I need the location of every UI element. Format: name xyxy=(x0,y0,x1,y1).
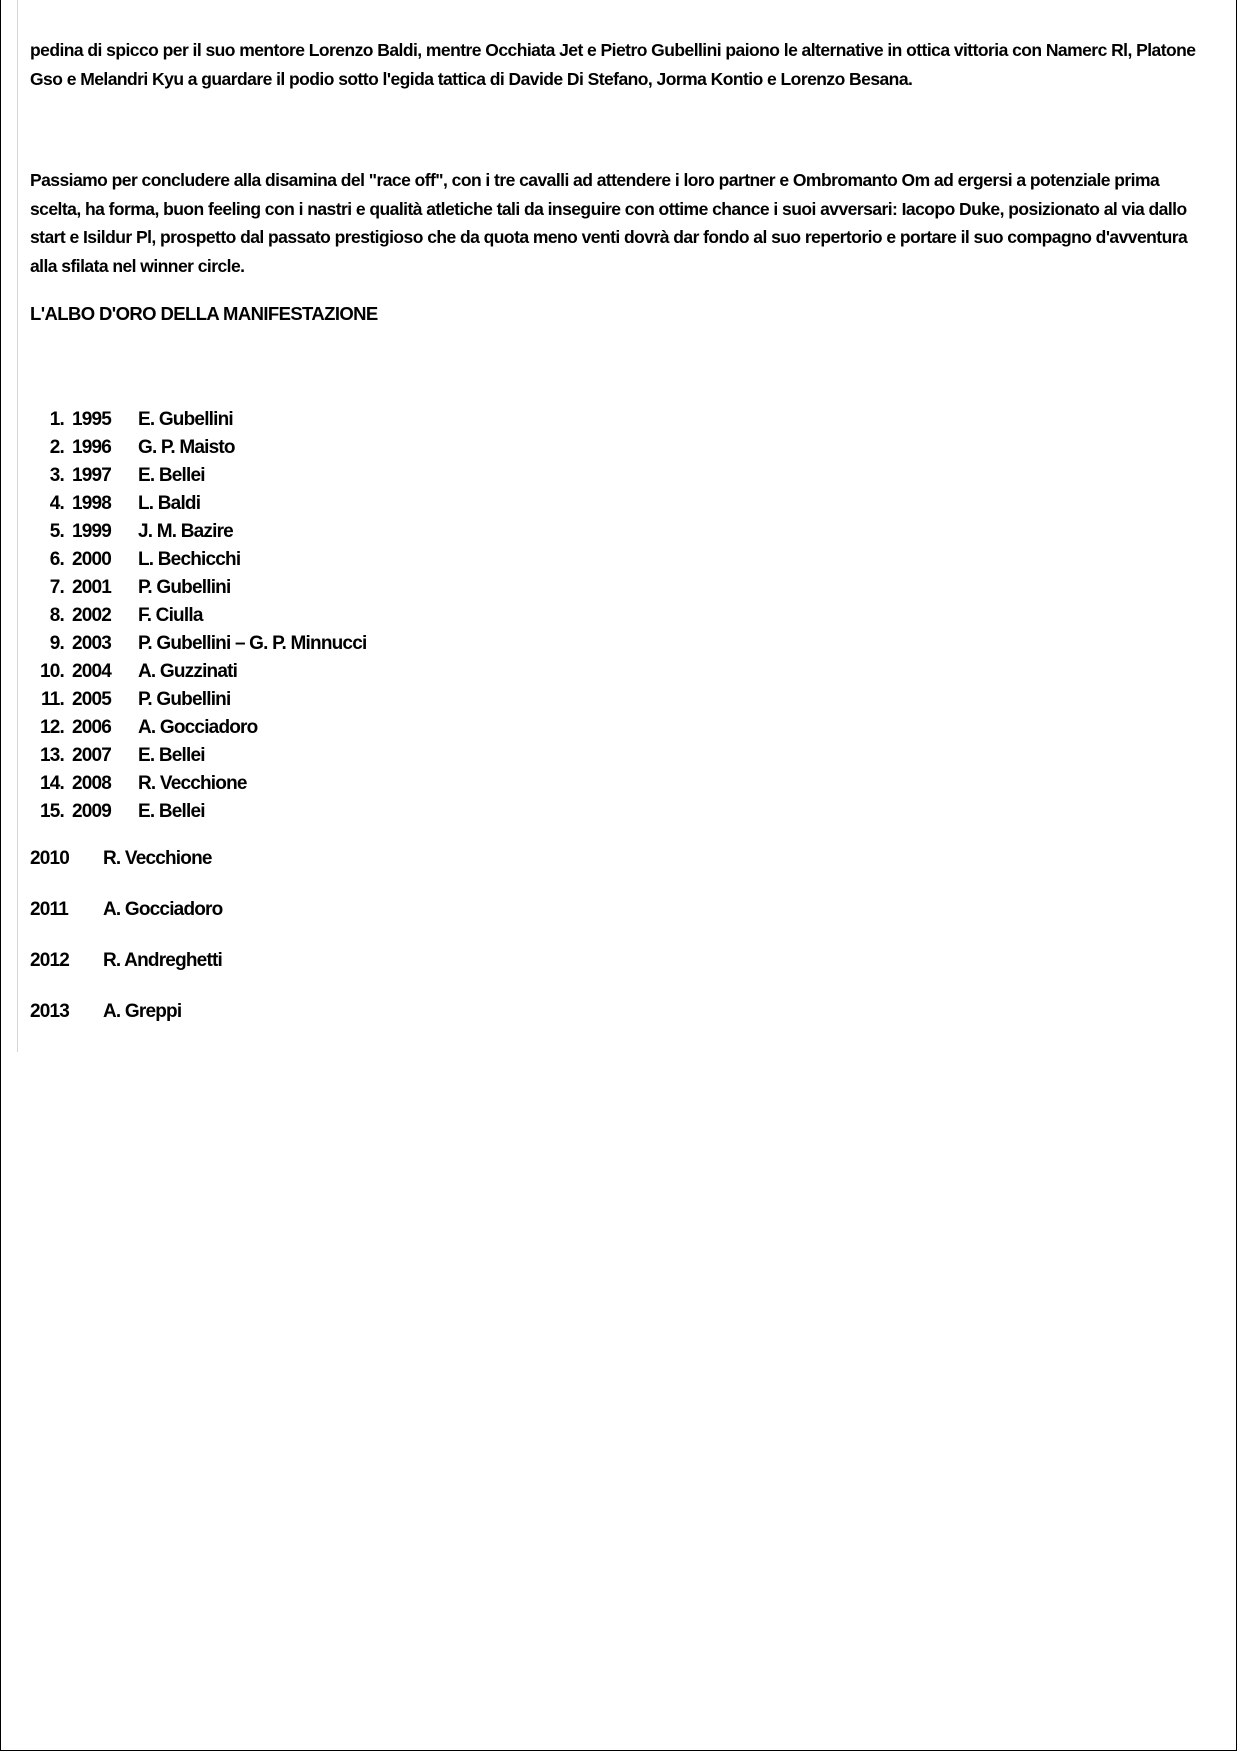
list-winner: P. Gubellini xyxy=(138,577,231,598)
list-year: 2011 xyxy=(30,899,69,920)
list-number: 1. xyxy=(49,409,64,430)
list-year: 2010 xyxy=(30,848,70,869)
list-winner: A. Greppi xyxy=(103,1001,182,1022)
list-item xyxy=(30,406,366,434)
list-year: 2001 xyxy=(72,577,112,598)
list-year: 2004 xyxy=(72,661,112,682)
list-item xyxy=(30,848,212,870)
list-item xyxy=(30,950,222,972)
list-winner: R. Vecchione xyxy=(103,848,212,869)
list-year: 1998 xyxy=(72,493,112,514)
list-year: 2006 xyxy=(72,717,112,738)
list-number: 8. xyxy=(49,605,64,626)
list-item xyxy=(30,770,366,798)
list-number: 6. xyxy=(49,549,64,570)
list-number: 11. xyxy=(41,689,64,710)
list-item xyxy=(30,714,366,742)
list-item xyxy=(30,1001,181,1023)
list-number: 4. xyxy=(49,493,64,514)
winners-list xyxy=(30,406,366,826)
list-number: 14. xyxy=(39,773,64,794)
list-item xyxy=(30,630,366,658)
list-winner: P. Gubellini – G. P. Minnucci xyxy=(138,633,367,654)
list-winner: J. M. Bazire xyxy=(138,521,233,542)
list-winner: E. Gubellini xyxy=(138,409,233,430)
list-number: 12. xyxy=(39,717,64,738)
list-number: 7. xyxy=(49,577,64,598)
list-item xyxy=(30,686,366,714)
list-year: 2012 xyxy=(30,950,70,971)
list-winner: A. Guzzinati xyxy=(138,661,238,682)
list-year: 2007 xyxy=(72,745,112,766)
list-item xyxy=(30,658,366,686)
content-border xyxy=(17,0,18,1052)
list-number: 15. xyxy=(39,801,64,822)
list-year: 2002 xyxy=(72,605,112,626)
list-year: 2003 xyxy=(72,633,112,654)
list-item xyxy=(30,462,366,490)
section-heading: L'ALBO D'ORO DELLA MANIFESTAZIONE xyxy=(30,303,378,324)
paragraph-intro: pedina di spicco per il suo mentore Lorenzo Baldi, mentre Occhiata Jet e Pietro Gubellini paiono le alternative in ottica vittoria con Namerc Rl, Platone Gso e Melandri Kyu a guardare il podio sotto l'egida tattica di Davide Di Stefano, Jorma Kontio e Lorenzo Besana. xyxy=(30,40,1196,89)
list-winner: F. Ciulla xyxy=(138,605,203,626)
list-year: 2013 xyxy=(30,1001,70,1022)
list-year: 1999 xyxy=(72,521,112,542)
list-winner: E. Bellei xyxy=(138,801,205,822)
list-number: 10. xyxy=(39,661,64,682)
list-item xyxy=(30,490,366,518)
list-year: 2000 xyxy=(72,549,112,570)
list-number: 5. xyxy=(49,521,64,542)
list-year: 2008 xyxy=(72,773,112,794)
list-winner: A. Gocciadoro xyxy=(138,717,258,738)
list-winner: E. Bellei xyxy=(138,745,205,766)
list-winner: E. Bellei xyxy=(138,465,205,486)
list-year: 1995 xyxy=(72,409,112,430)
list-year: 2005 xyxy=(72,689,112,710)
list-item xyxy=(30,742,366,770)
list-winner: G. P. Maisto xyxy=(138,437,235,458)
list-year: 2009 xyxy=(72,801,112,822)
list-winner: L. Baldi xyxy=(138,493,201,514)
list-item xyxy=(30,798,366,826)
list-number: 2. xyxy=(49,437,64,458)
list-number: 3. xyxy=(49,465,64,486)
list-winner: A. Gocciadoro xyxy=(103,899,223,920)
list-winner: L. Bechicchi xyxy=(138,549,241,570)
list-item xyxy=(30,434,366,462)
list-year: 1997 xyxy=(72,465,112,486)
list-item xyxy=(30,899,222,921)
list-item xyxy=(30,602,366,630)
list-item xyxy=(30,574,366,602)
list-winner: R. Andreghetti xyxy=(103,950,222,971)
list-number: 9. xyxy=(49,633,64,654)
list-year: 1996 xyxy=(72,437,112,458)
list-winner: R. Vecchione xyxy=(138,773,247,794)
list-item xyxy=(30,518,366,546)
list-winner: P. Gubellini xyxy=(138,689,231,710)
paragraph-race-off: Passiamo per concludere alla disamina del "race off", con i tre cavalli ad attendere i loro partner e Ombromanto Om ad ergersi a potenziale prima scelta, ha forma, buon feeling con i nastri e qualità atletiche tali da inseguire con ottime chance i suoi avversari: Iacopo Duke, posizionato al via dallo start e Isildur Pl, prospetto dal passato prestigioso che da quota meno venti dovrà dar fondo al suo repertorio e portare il suo compagno d'avventura alla sfilata nel winner circle. xyxy=(30,170,1188,276)
list-number: 13. xyxy=(39,745,64,766)
list-item xyxy=(30,546,366,574)
